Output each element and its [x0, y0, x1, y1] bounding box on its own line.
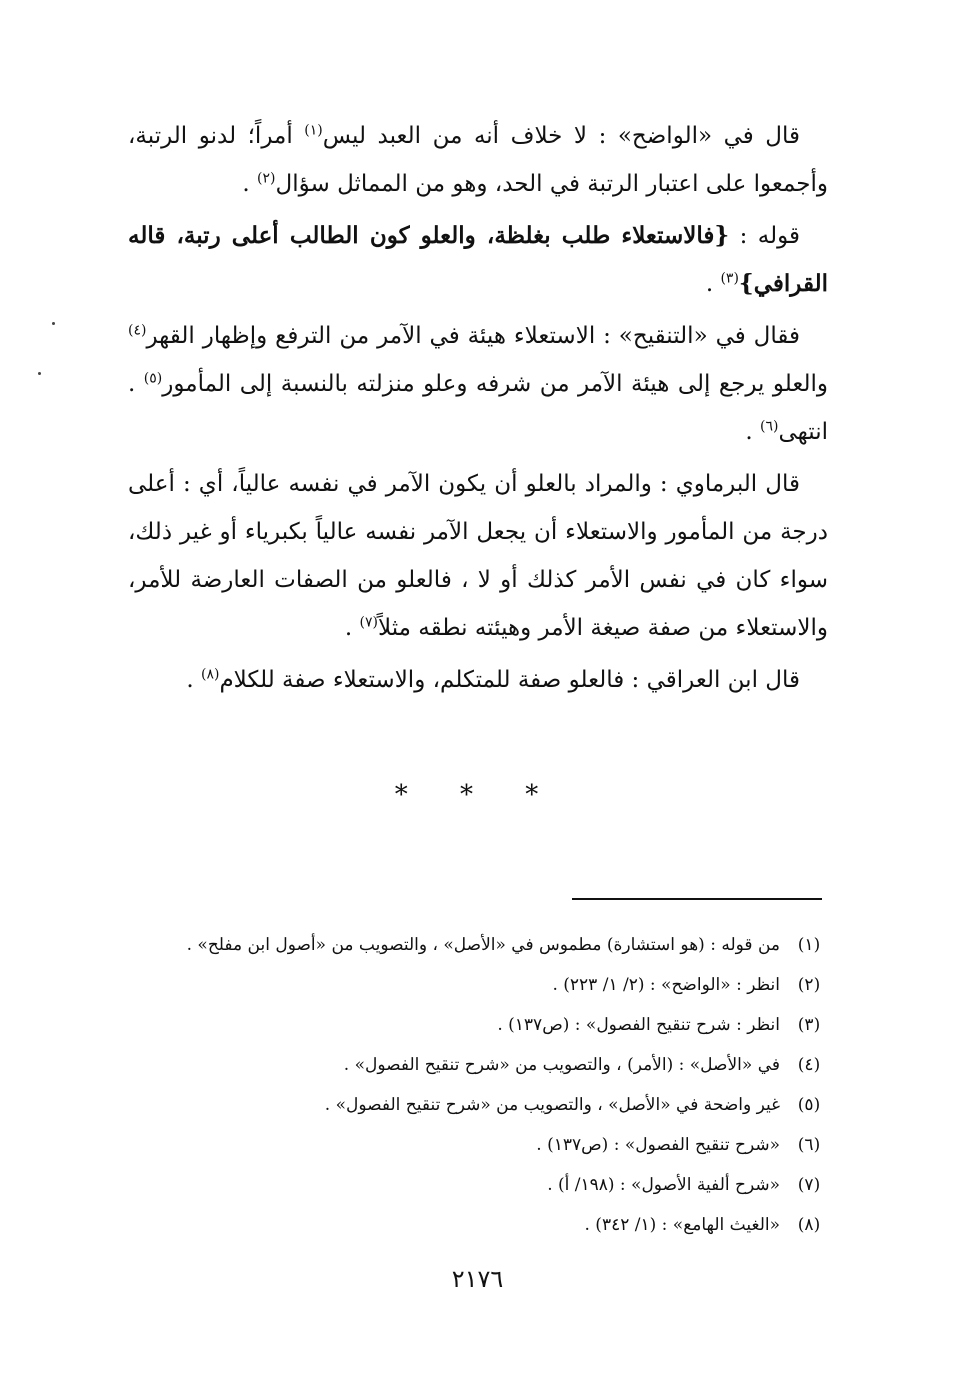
footnote-ref-5: (٥) [143, 370, 163, 387]
quoted-matn-bold: {فالاستعلاء طلب بغلظة، والعلو كون الطالب أعلى رتبة، قاله القرافي} [128, 222, 828, 297]
paragraph-2 [128, 212, 828, 308]
footnote-ref-7: (٧) [359, 614, 379, 631]
text-run: قال البرماوي : والمراد بالعلو أن يكون الآمر في نفسه عالياً، أي : أعلى درجة من المأمور والاستعلاء أن يجعل الآمر نفسه عالياً بكبرياء أو غير ذلك، سواء كان في نفس الأمر كذلك أو لا ، فالعلو من الصفات العارضة للأمر، والاستعلاء من صفة صيغة الأمر وهيئته نطقه مثلاً [128, 471, 828, 641]
footnote-ref-2: (٢) [257, 170, 276, 187]
footnote-text: في «الأصل» : (الأمر) ، والتصويب من «شرح تنقيح الفصول» . [343, 1055, 780, 1075]
footnote-text: «شرح تنقيح الفصول» : (ص١٣٧) . [536, 1135, 780, 1155]
text-run: قال ابن العراقي : فالعلو صفة للمتكلم، والاستعلاء صفة للكلام [219, 667, 800, 693]
footnote-rule [572, 898, 822, 900]
text-run: فقال في «التنقيح» : الاستعلاء هيئة في الآمر من الترفع وإظهار القهر [146, 323, 800, 349]
footnote-8 [128, 1205, 828, 1245]
text-run: والعلو يرجع إلى هيئة الآمر من شرفه وعلو منزلته بالنسبة إلى المأمور [162, 371, 828, 397]
footnote-5 [128, 1085, 828, 1125]
text-run: . [344, 615, 360, 641]
footnote-ref-4: (٤) [128, 322, 147, 339]
footnote-number: (٥) [797, 1095, 821, 1115]
footnote-3 [128, 1005, 828, 1045]
paragraph-5 [128, 656, 828, 704]
main-text [128, 112, 828, 708]
footnote-1 [128, 925, 828, 965]
footnotes [128, 925, 828, 1245]
page-number: ٢١٧٦ [451, 1265, 504, 1293]
text-run: . انتهى [128, 371, 828, 445]
footnote-number: (٨) [797, 1215, 821, 1235]
footnote-text: من قوله : (هو استشارة) مطموس في «الأصل» ، والتصويب من «أصول ابن مفلح» . [186, 935, 780, 955]
footnote-text: «الغيث الهامع» : (١/ ٣٤٢) . [584, 1215, 780, 1235]
footnote-text: انظر : «الواضح» : (٢/ ١/ ٢٢٣) . [552, 975, 780, 995]
text-run: قوله : [729, 223, 800, 249]
footnote-ref-3: (٣) [720, 270, 739, 287]
footnote-ref-8: (٨) [200, 666, 220, 683]
footnote-text: «شرح ألفية الأصول» : (١٩٨/ أ) . [547, 1175, 780, 1195]
footnote-number: (٤) [797, 1055, 821, 1075]
footnote-text: غير واضحة في «الأصل» ، والتصويب من «شرح تنقيح الفصول» . [324, 1095, 780, 1115]
paragraph-4 [128, 460, 828, 652]
text-run: . [242, 171, 258, 197]
section-separator: * * * [394, 780, 561, 810]
text-run: قال في «الواضح» : لا خلاف أنه من العبد ليس [322, 123, 800, 149]
footnote-4 [128, 1045, 828, 1085]
scan-speck [52, 322, 55, 325]
footnote-2 [128, 965, 828, 1005]
paragraph-3 [128, 312, 828, 456]
footnote-number: (٢) [797, 975, 821, 995]
text-run: أمراً؛ لدنو الرتبة، وأجمعوا على اعتبار الرتبة في الحد، وهو من المماثل سؤال [128, 123, 828, 197]
scan-speck [38, 372, 41, 375]
footnote-number: (١) [797, 935, 821, 955]
text-run: . [186, 667, 201, 693]
footnote-text: انظر : شرح تنقيح الفصول» : (ص١٣٧) . [497, 1015, 780, 1035]
text-run: . [705, 271, 721, 297]
paragraph-1 [128, 112, 828, 208]
footnote-7 [128, 1165, 828, 1205]
footnote-number: (٦) [797, 1135, 821, 1155]
footnote-ref-6: (٦) [760, 418, 779, 435]
footnote-ref-1: (١) [304, 122, 323, 139]
text-run: . [745, 419, 761, 445]
footnote-6 [128, 1125, 828, 1165]
footnote-number: (٧) [797, 1175, 821, 1195]
footnote-number: (٣) [797, 1015, 821, 1035]
